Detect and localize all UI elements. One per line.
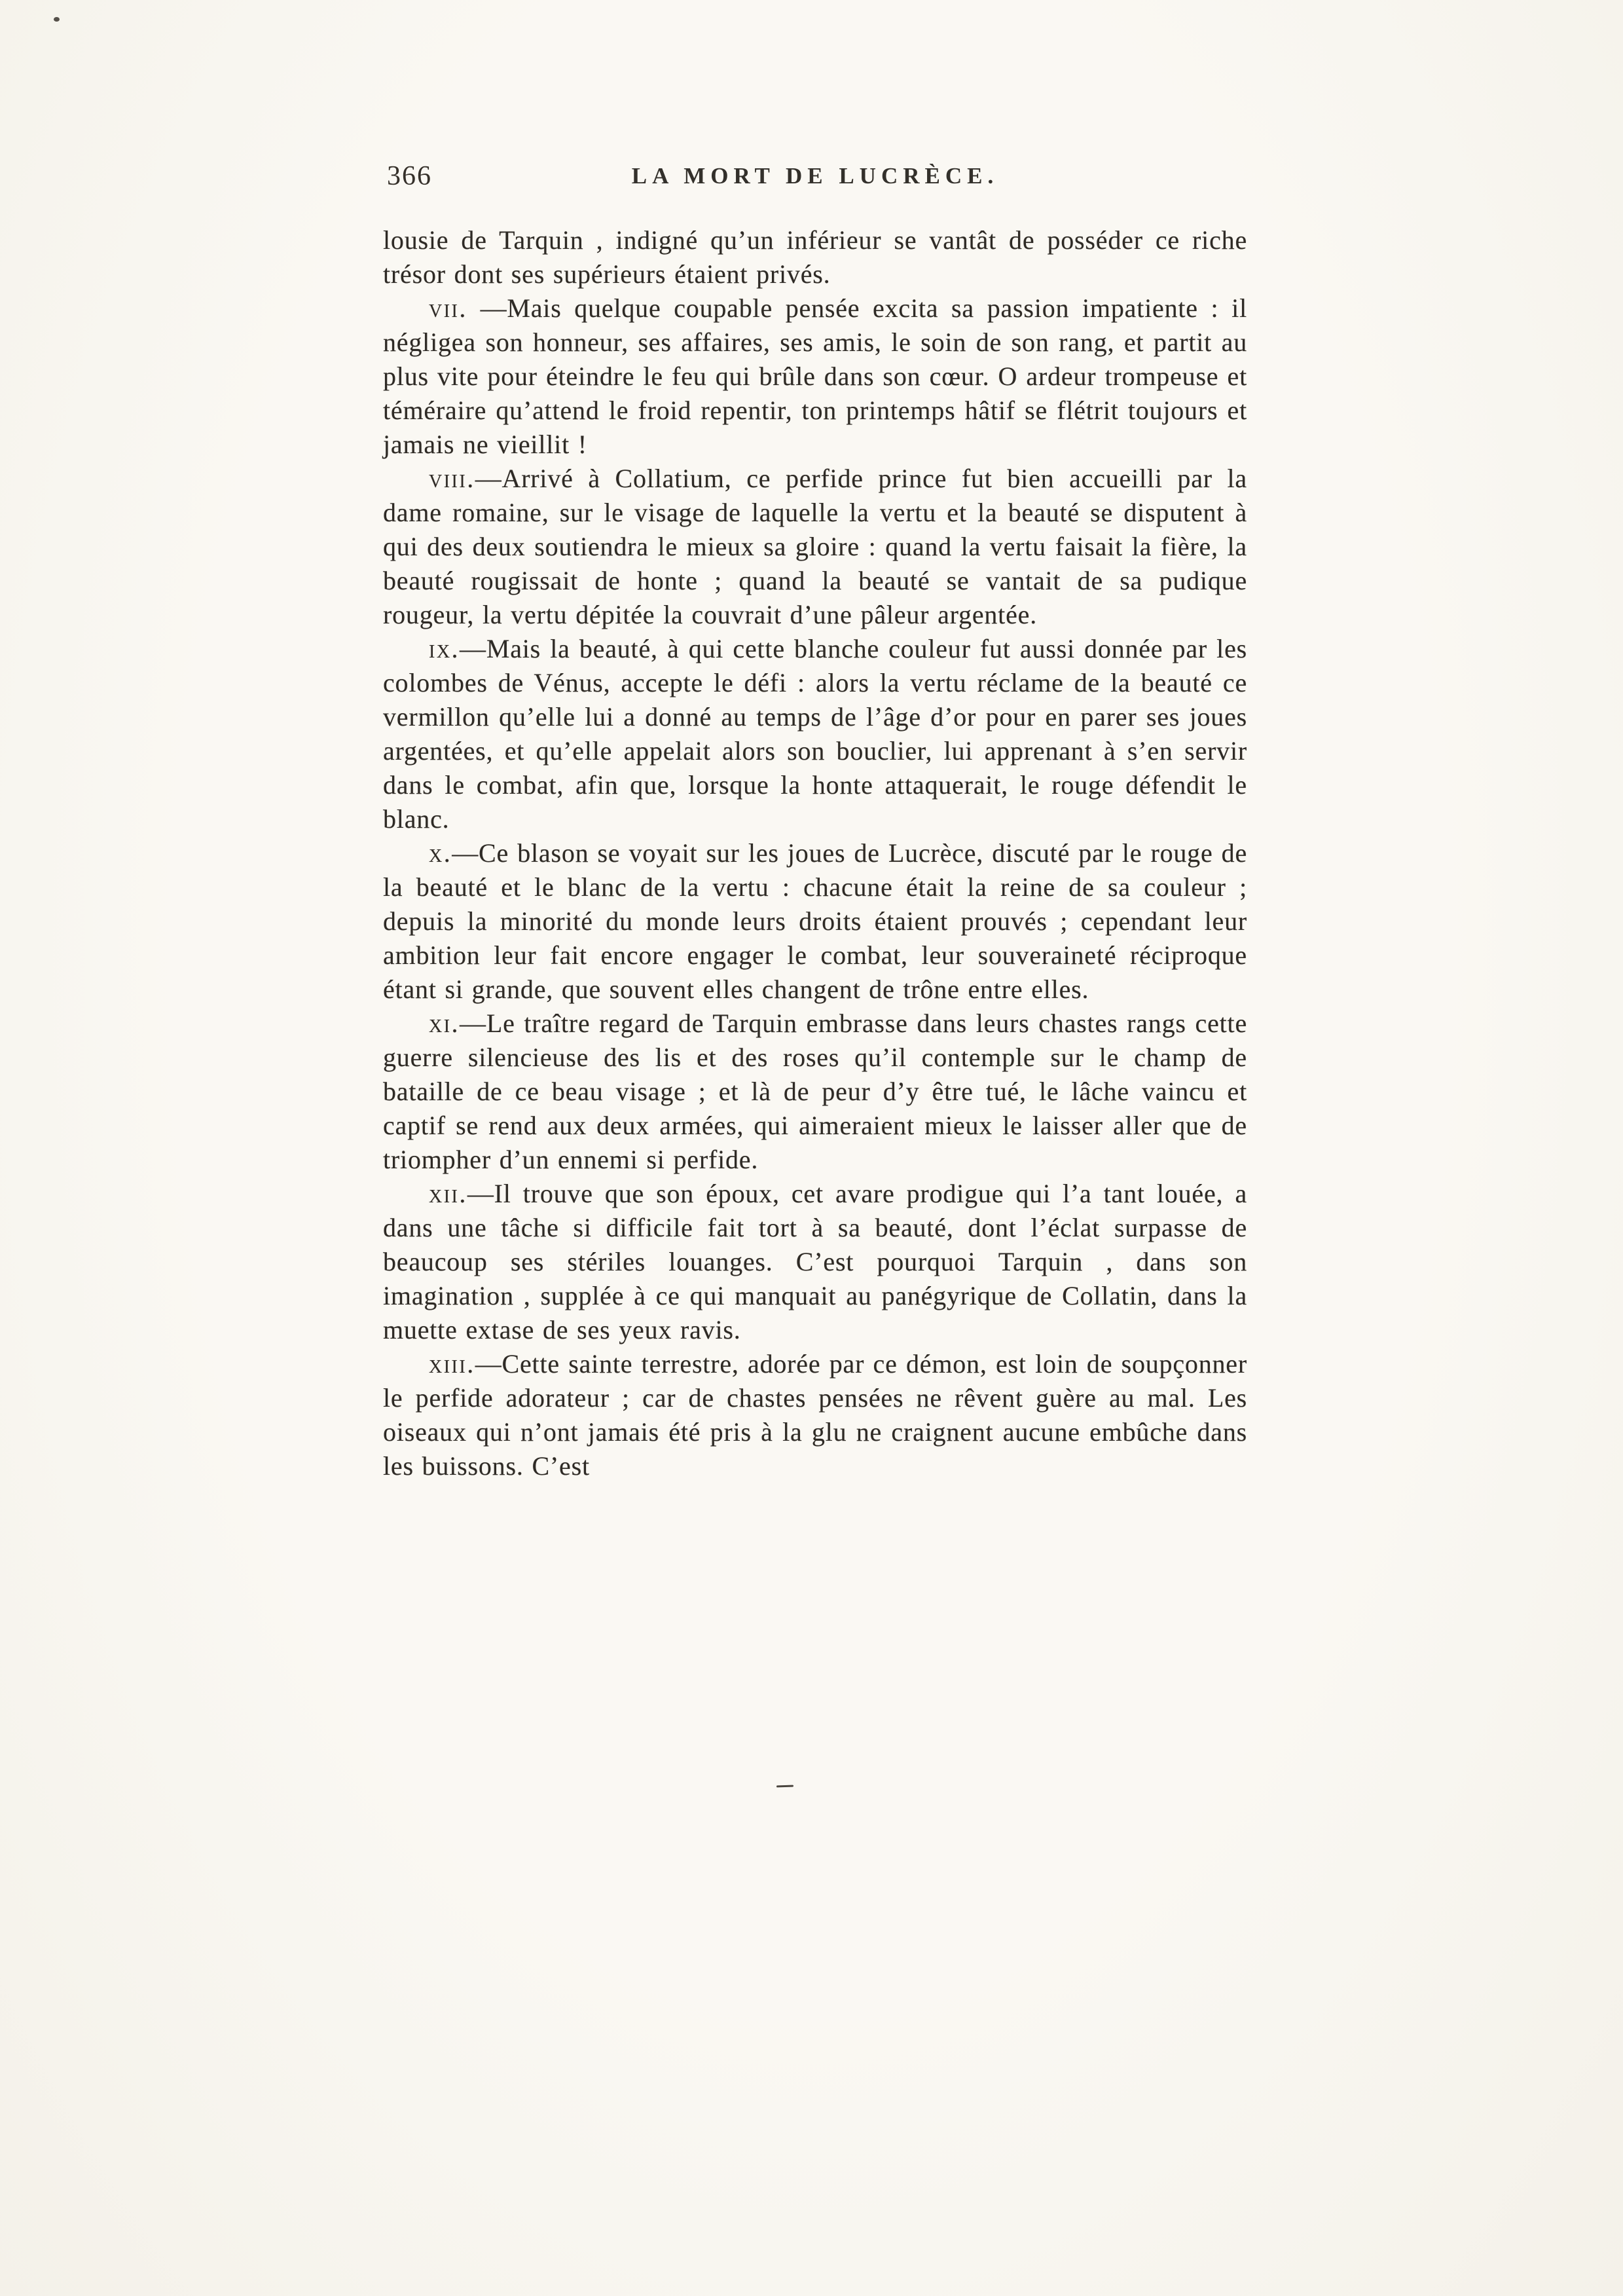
paragraph-text: —Le traître regard de Tarquin embrasse dans leurs chastes rangs cette guerre silencieuse des lis et des roses qu’il contemple sur le champ de bataille de ce beau visage ; et là de peur d’y être tué, le lâche vaincu et captif se rend aux deux armées, qui aimeraient mieux le laisser aller que de triompher d’un ennemi si perfide.: [383, 1009, 1247, 1174]
stanza-numeral: xii.: [429, 1179, 467, 1208]
stanza-numeral: viii.: [429, 464, 475, 493]
stanza-numeral: xiii.: [429, 1349, 475, 1379]
paragraph-x: [383, 836, 1247, 1007]
paragraph-xiii: [383, 1347, 1247, 1483]
page-body: [383, 223, 1247, 1483]
scan-speck: [54, 17, 60, 22]
paragraph-text: —Mais quelque coupable pensée excita sa passion impatiente : il négligea son honneur, ses affaires, ses amis, le soin de son rang, et partit au plus vite pour éteindre le feu qui brûle dans son cœur. O ardeur trompeuse et téméraire qu’attend le froid repentir, ton printemps hâtif se flétrit toujours et jamais ne vieillit !: [383, 293, 1247, 459]
paragraph-vii: [383, 291, 1247, 462]
stanza-numeral: xi.: [429, 1009, 460, 1038]
text-block: [383, 160, 1247, 1483]
paragraph-text: —Arrivé à Collatium, ce perfide prince fut bien accueilli par la dame romaine, sur le visage de laquelle la vertu et la beauté se disputent à qui des deux soutiendra le mieux sa gloire : quand la vertu faisait la fière, la beauté rougissait de honte ; quand la beauté se vantait de sa pudique rougeur, la vertu dépitée la couvrait d’une pâleur argentée.: [383, 464, 1247, 629]
page-header: [383, 160, 1247, 223]
paragraph-text: —Il trouve que son époux, cet avare prodigue qui l’a tant louée, a dans une tâche si difficile fait tort à sa beauté, dont l’éclat surpasse de beaucoup ses stériles louanges. C’est pourquoi Tarquin , dans son imagination , supplée à ce qui manquait au panégyrique de Collatin, dans la muette extase de ses yeux ravis.: [383, 1179, 1247, 1344]
stanza-numeral: x.: [429, 838, 452, 868]
paragraph-text: —Mais la beauté, à qui cette blanche couleur fut aussi donnée par les colombes de Vénus, accepte le défi : alors la vertu réclame de la beauté ce vermillon qu’elle lui a donné au temps de l’âge d’or pour en parer ses joues argentées, et qu’elle appelait alors son bouclier, lui apprenant à s’en servir dans le combat, afin que, lorsque la honte attaquerait, le rouge défendit le blanc.: [383, 634, 1247, 834]
scan-dash-mark: [776, 1785, 793, 1788]
paragraph-continuation: [383, 223, 1247, 291]
paragraph-ix: [383, 632, 1247, 836]
paragraph-xii: [383, 1177, 1247, 1347]
paragraph-viii: [383, 462, 1247, 632]
paragraph-text: —Cette sainte terrestre, adorée par ce démon, est loin de soupçonner le perfide adorateur ; car de chastes pensées ne rêvent guère au mal. Les oiseaux qui n’ont jamais été pris à la glu ne craignent aucune embûche dans les buissons. C’est: [383, 1349, 1247, 1481]
paragraph-xi: [383, 1007, 1247, 1177]
page-number: 366: [387, 161, 432, 191]
paragraph-text: lousie de Tarquin , indigné qu’un inférieur se vantât de posséder ce riche trésor dont ses supérieurs étaient privés.: [383, 225, 1247, 289]
stanza-numeral: ix.: [429, 634, 460, 663]
stanza-numeral: vii.: [429, 293, 467, 323]
paragraph-text: —Ce blason se voyait sur les joues de Lucrèce, discuté par le rouge de la beauté et le blanc de la vertu : chacune était la reine de sa couleur ; depuis la minorité du monde leurs droits étaient prouvés ; cependant leur ambition leur fait encore engager le combat, leur souveraineté réciproque étant si grande, que souvent elles changent de trône entre elles.: [383, 838, 1247, 1004]
running-title: LA MORT DE LUCRÈCE.: [631, 163, 999, 189]
